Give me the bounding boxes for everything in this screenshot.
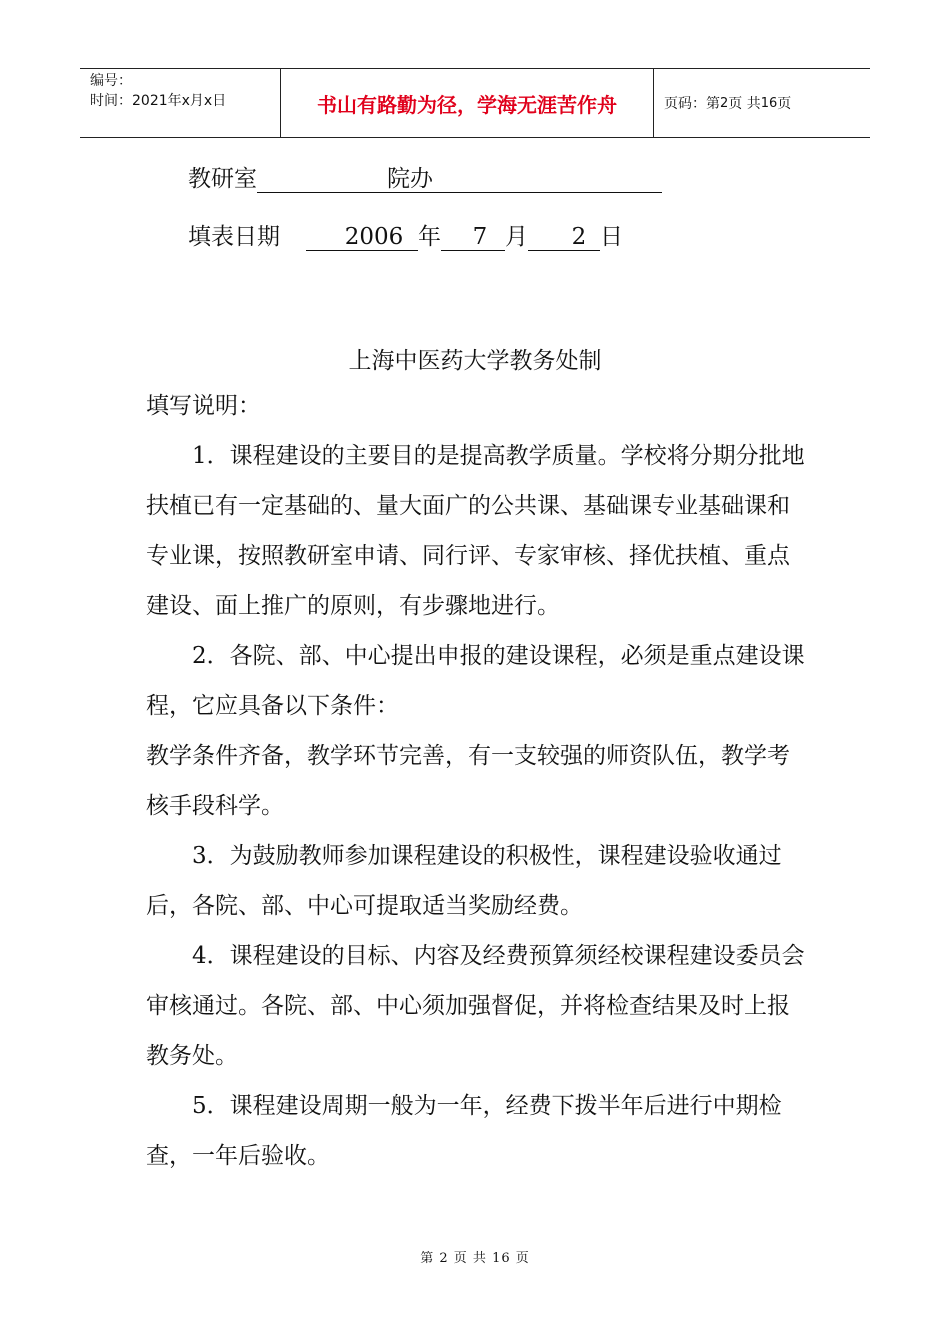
year-field [306, 224, 418, 251]
instruction-item-1: 1．课程建设的主要目的是提高教学质量。学校将分期分批地扶植已有一定基础的、量大面广的公共课、基础课专业基础课和专业课，按照教研室申请、同行评、专家审核、择优扶植、重点建设、面上推广的原则，有步骤地进行。 [146, 443, 805, 619]
date-row [188, 218, 623, 251]
day-field [528, 224, 600, 251]
footer-suffix: 页 [515, 1251, 530, 1266]
footer-prefix: 第 [420, 1251, 435, 1266]
year-unit: 年 [418, 224, 441, 250]
footer-current: 2 [439, 1251, 449, 1266]
month-value: 7 [472, 224, 488, 250]
document-time-label: 时间：2021年x月x日 [90, 93, 227, 109]
instruction-item-2: 2．各院、部、中心提出申报的建设课程，必须是重点建设课程，它应具备以下条件： [146, 643, 805, 719]
day-unit: 日 [600, 224, 623, 250]
instructions-heading: 填写说明： [146, 393, 261, 419]
header-motto: 书山有路勤为径，学海无涯苦作舟 [281, 69, 654, 137]
month-unit: 月 [505, 224, 528, 250]
office-value: 院办 [387, 166, 433, 192]
document-number-label: 编号： [90, 73, 132, 89]
page-mid: 页 共 [728, 96, 761, 112]
header-meta-cell [80, 69, 281, 137]
date-label: 填表日期 [188, 224, 280, 250]
footer-total: 16 [492, 1251, 511, 1266]
page-footer [0, 1247, 950, 1266]
office-label: 教研室 [188, 166, 257, 192]
page-label: 页码：第 [664, 96, 720, 112]
instruction-item-5: 5．课程建设周期一般为一年，经费下拨半年后进行中期检查，一年后验收。 [146, 1093, 782, 1169]
month-field [441, 224, 505, 251]
page-total: 16 [760, 95, 778, 111]
office-field [257, 166, 662, 193]
year-value: 2006 [344, 224, 404, 250]
header-page-info [654, 69, 870, 137]
office-row [188, 160, 662, 193]
header-table [80, 68, 870, 138]
footer-mid: 页 共 [453, 1251, 487, 1266]
issuer-title: 上海中医药大学教务处制 [348, 348, 602, 374]
page-current: 2 [720, 95, 729, 111]
instruction-item-2-conditions: 教学条件齐备，教学环节完善，有一支较强的师资队伍，教学考核手段科学。 [146, 743, 790, 819]
page-end: 页 [777, 96, 792, 112]
instruction-item-4: 4．课程建设的目标、内容及经费预算须经校课程建设委员会审核通过。各院、部、中心须加强督促，并将检查结果及时上报教务处。 [146, 943, 805, 1069]
day-value: 2 [571, 224, 587, 250]
instruction-item-3: 3．为鼓励教师参加课程建设的积极性，课程建设验收通过后，各院、部、中心可提取适当奖励经费。 [146, 843, 782, 919]
instructions [146, 381, 810, 1181]
